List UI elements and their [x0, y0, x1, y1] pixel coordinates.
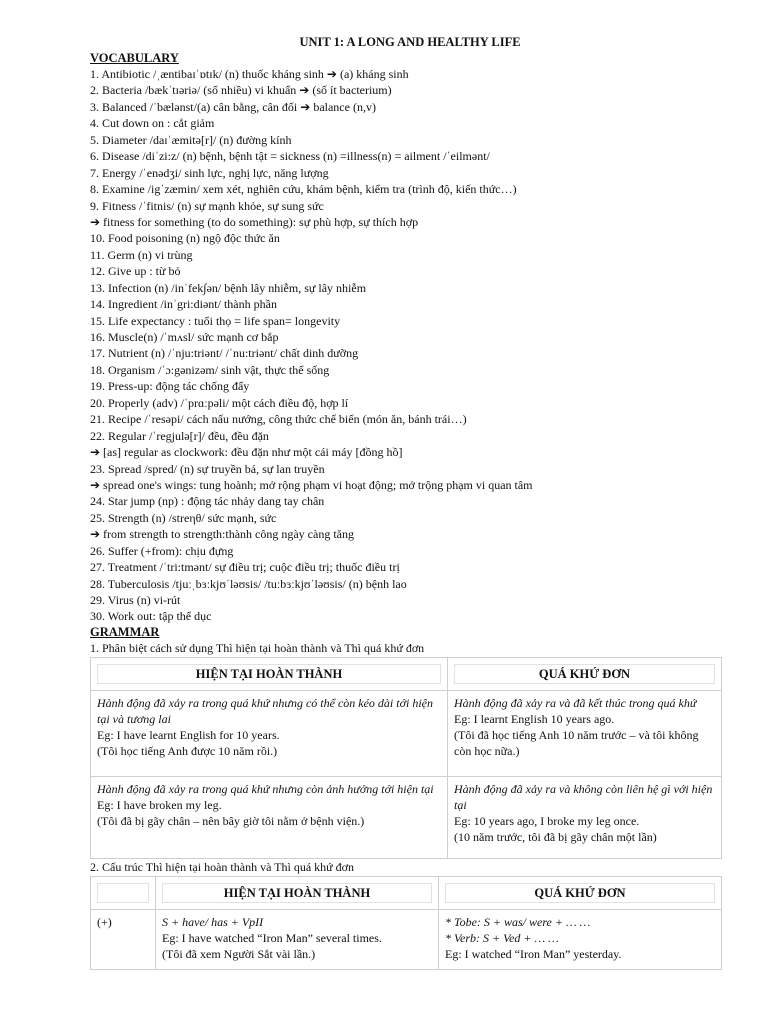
vocabulary-item: ➔ [as] regular as clockwork: đều đặn như một cái máy [đồng hồ]: [90, 445, 403, 460]
vocabulary-item: 16. Muscle(n) /ˈmʌsl/ sức mạnh cơ bắp: [90, 330, 279, 344]
vocabulary-item: 5. Diameter /daɪˈæmitə[r]/ (n) đường kính: [90, 132, 292, 147]
vocabulary-item: 11. Germ (n) vi trùng: [90, 247, 193, 262]
table-header-cell: [439, 876, 722, 909]
grammar-heading: GRAMMAR: [90, 624, 160, 639]
usage-example: Eg: 10 years ago, I broke my leg once.: [454, 813, 640, 828]
table-header-cell: [448, 657, 722, 690]
vocabulary-item: 7. Energy /ˈenədʒi/ sinh lực, nghị lực, năng lượng: [90, 165, 329, 180]
usage-translation: (Tôi đã bị gãy chân – nên bây giờ tôi nằm ở bệnh viện.): [97, 813, 365, 828]
pp-formula: S + have/ has + VpII: [162, 914, 264, 929]
grammar-intro-1: 1. Phân biệt cách sử dụng Thì hiện tại hoàn thành và Thì quá khứ đơn: [90, 640, 425, 655]
table-cell: [91, 909, 156, 969]
grammar-intro-2: 2. Cấu trúc Thì hiện tại hoàn thành và Thì quá khứ đơn: [90, 859, 355, 874]
table-header-cell: [91, 876, 156, 909]
usage-description: Hành động đã xảy ra trong quá khứ nhưng còn ảnh hưởng tới hiện tại: [97, 781, 434, 796]
header-past-simple: QUÁ KHỨ ĐƠN: [454, 664, 715, 684]
vocabulary-item: 8. Examine /igˈzæmin/ xem xét, nghiên cứu, khám bệnh, kiểm tra (trình độ, kiến thức…): [90, 182, 517, 197]
usage-example: Eg: I learnt English 10 years ago.: [454, 711, 615, 726]
ps-example: Eg: I watched “Iron Man” yesterday.: [445, 946, 622, 961]
vocabulary-item: 19. Press-up: động tác chống đẩy: [90, 379, 250, 394]
vocabulary-item: ➔ spread one's wings: tung hoành; mở rộng phạm vi hoạt động; mở trộng phạm vi quan tâm: [90, 477, 533, 492]
vocabulary-item: 3. Balanced /ˈbælənst/(a) cân bằng, cân đối ➔ balance (n,v): [90, 99, 376, 114]
table-cell: [448, 690, 722, 776]
usage-description: Hành động đã xảy ra và đã kết thúc trong quá khứ: [454, 695, 697, 710]
vocabulary-item: 27. Treatment /ˈtri:tmənt/ sự điều trị; cuộc điều trị; thuốc điều trị: [90, 560, 400, 575]
usage-description: Hành động đã xảy ra và không còn liên hệ gì với hiện tại: [454, 781, 713, 812]
table-row: [91, 909, 722, 969]
page-title: UNIT 1: A LONG AND HEALTHY LIFE: [299, 35, 521, 49]
vocabulary-item: 21. Recipe /ˈresəpi/ cách nấu nướng, công thức chế biến (món ăn, bánh trái…): [90, 412, 467, 427]
comparison-table: [90, 657, 722, 859]
vocabulary-item: 13. Infection (n) /inˈfek∫ən/ bệnh lây nhiễm, sự lây nhiễm: [90, 280, 367, 295]
usage-description: Hành động đã xảy ra trong quá khứ nhưng có thể còn kéo dài tới hiện tại và tương lai: [97, 695, 433, 726]
vocabulary-item: 18. Organism /ˈɔ:gənizəm/ sinh vật, thực thể sống: [90, 362, 330, 377]
usage-example: Eg: I have learnt English for 10 years.: [97, 727, 280, 742]
table-cell: [448, 776, 722, 858]
vocabulary-item: 28. Tuberculosis /tjuːˌbɜːkjʊˈləʊsis/ /tuːbɜːkjʊˈləʊsis/ (n) bệnh lao: [90, 576, 407, 591]
ps-tobe-formula: * Tobe: S + was/ were + … …: [445, 914, 591, 929]
vocabulary-item: 17. Nutrient (n) /ˈnju:triənt/ /ˈnu:triənt/ chất dinh dưỡng: [90, 346, 359, 361]
table-header-cell: [91, 657, 448, 690]
vocabulary-item: 2. Bacteria /bækˈtɪəriə/ (số nhiều) vi khuẩn ➔ (số ít bacterium): [90, 83, 392, 98]
vocabulary-item: 9. Fitness /ˈfitnis/ (n) sự mạnh khỏe, sự sung sức: [90, 198, 324, 213]
usage-translation: (10 năm trước, tôi đã bị gãy chân một lần): [454, 829, 657, 844]
vocabulary-item: 29. Virus (n) vi-rút: [90, 593, 181, 607]
document-page: [90, 34, 730, 970]
vocabulary-item: 30. Work out: tập thể dục: [90, 609, 212, 624]
ps-verb-formula: * Verb: S + Ved + … …: [445, 930, 559, 945]
vocabulary-item: 15. Life expectancy : tuổi thọ = life span= longevity: [90, 313, 341, 328]
table-row: [91, 776, 722, 858]
structure-table: [90, 876, 722, 970]
table-cell: [91, 690, 448, 776]
header-present-perfect: HIỆN TẠI HOÀN THÀNH: [97, 664, 441, 684]
vocabulary-heading: VOCABULARY: [90, 51, 179, 65]
header-past-simple: QUÁ KHỨ ĐƠN: [445, 883, 715, 903]
vocabulary-item: ➔ from strength to strength:thành công ngày càng tăng: [90, 527, 354, 542]
table-cell: [156, 909, 439, 969]
vocabulary-item: 23. Spread /spred/ (n) sự truyền bá, sự lan truyền: [90, 461, 325, 476]
vocabulary-item: ➔ fitness for something (to do something): sự phù hợp, sự thích hợp: [90, 214, 419, 229]
pp-translation: (Tôi đã xem Người Sắt vài lần.): [162, 946, 316, 961]
header-blank: [97, 883, 149, 903]
vocabulary-item: 1. Antibiotic /ˌæntibaɪˈɒtɪk/ (n) thuốc kháng sinh ➔ (a) kháng sinh: [90, 67, 409, 81]
vocabulary-item: 20. Properly (adv) /ˈprɑːpəli/ một cách điều độ, hợp lí: [90, 395, 349, 410]
usage-translation: (Tôi đã học tiếng Anh 10 năm trước – và tôi không còn học nữa.): [454, 727, 699, 758]
table-cell: [439, 909, 722, 969]
usage-translation: (Tôi học tiếng Anh được 10 năm rồi.): [97, 743, 278, 758]
table-row: [91, 690, 722, 776]
affirmative-label: (+): [97, 914, 112, 929]
table-header-cell: [156, 876, 439, 909]
vocabulary-item: 4. Cut down on : cắt giảm: [90, 116, 215, 131]
vocabulary-item: 22. Regular /ˈregjulə[r]/ đều, đều đặn: [90, 428, 269, 443]
usage-example: Eg: I have broken my leg.: [97, 797, 222, 812]
vocabulary-item: 26. Suffer (+from): chịu đựng: [90, 543, 234, 558]
vocabulary-item: 14. Ingredient /inˈgri:diənt/ thành phần: [90, 297, 277, 312]
vocabulary-list: [90, 66, 730, 625]
vocabulary-item: 24. Star jump (np) : động tác nhảy dang tay chân: [90, 494, 325, 509]
table-cell: [91, 776, 448, 858]
header-present-perfect: HIỆN TẠI HOÀN THÀNH: [162, 883, 432, 903]
vocabulary-item: 10. Food poisoning (n) ngộ độc thức ăn: [90, 231, 280, 246]
vocabulary-item: 6. Disease /diˈzi:z/ (n) bệnh, bệnh tật = sickness (n) =illness(n) = ailment /ˈeilmənt/: [90, 149, 490, 164]
vocabulary-item: 25. Strength (n) /streηθ/ sức mạnh, sức: [90, 510, 277, 525]
pp-example: Eg: I have watched “Iron Man” several times.: [162, 930, 382, 945]
vocabulary-item: 12. Give up : từ bỏ: [90, 264, 181, 279]
